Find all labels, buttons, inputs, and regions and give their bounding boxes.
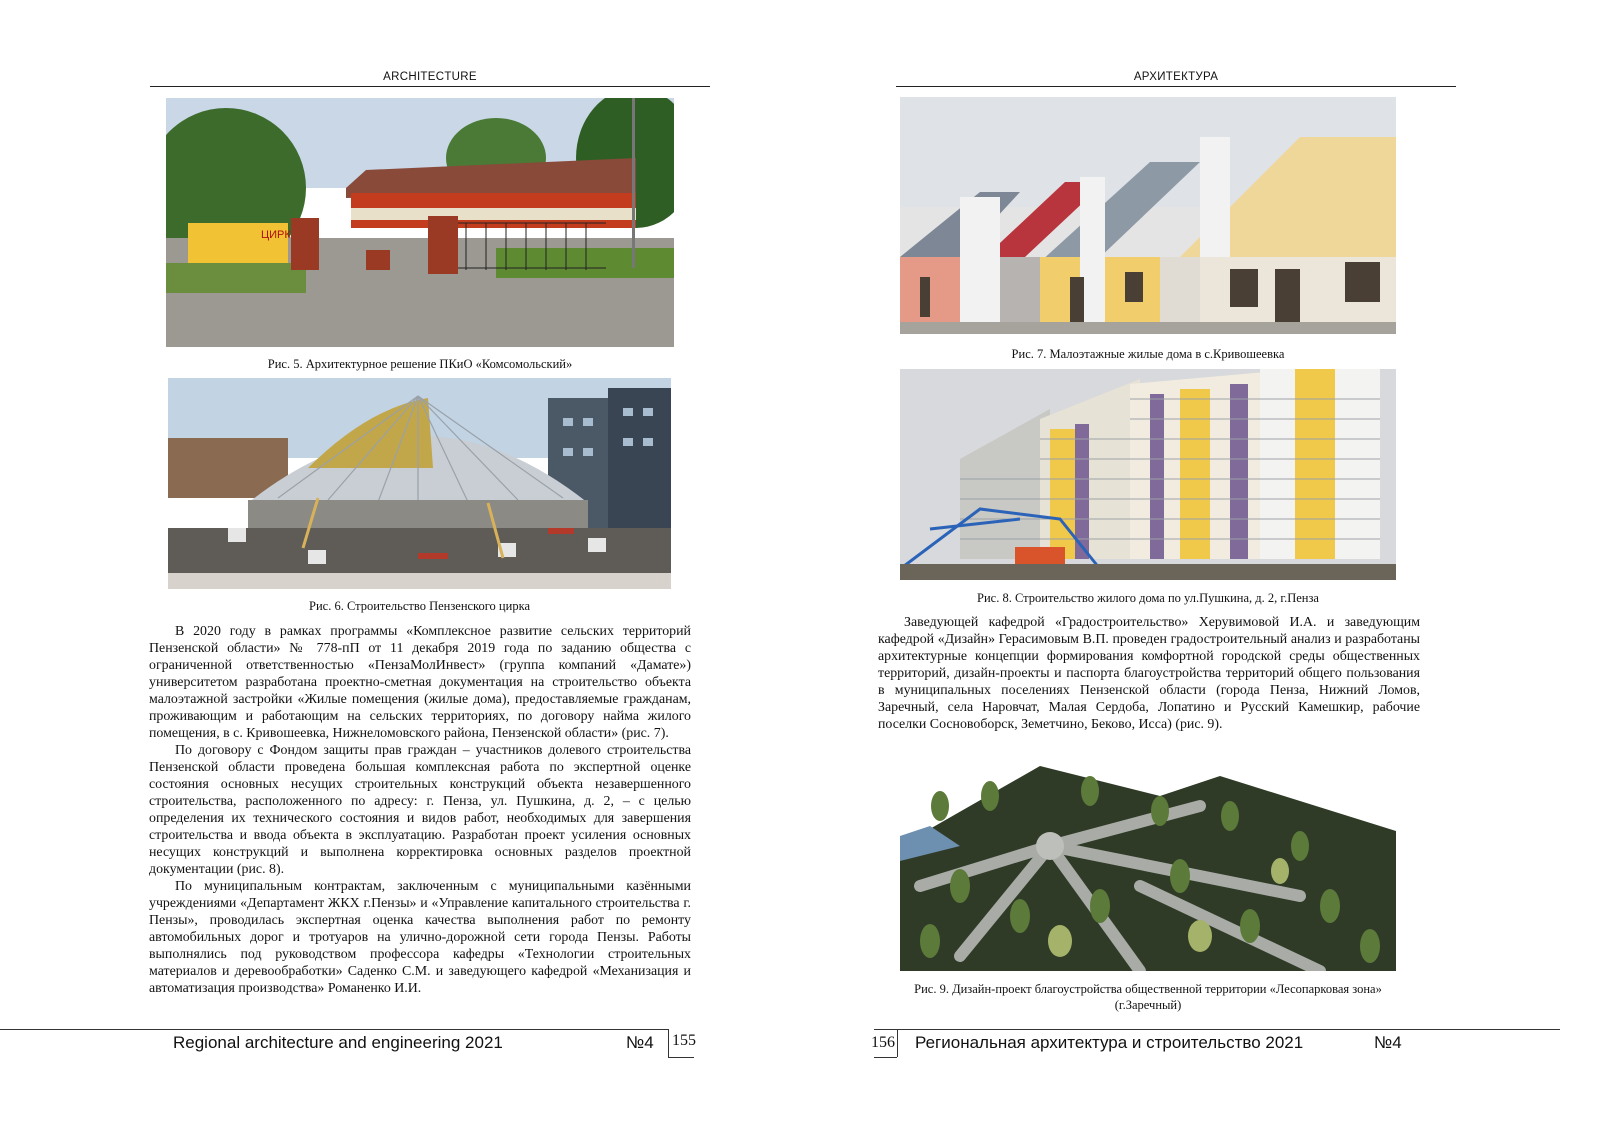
paragraph: По муниципальным контрактам, заключенным с муниципальными казёнными учреждениями «Департамент ЖКХ г.Пензы» и «Управление капитального строительства г. Пензы», проводилась экспертная оценка качества выполнения работ по ремонту автомобильных дорог и тротуаров на улично-дорожной сети города Пензы. Работы выполнялись под руководством профессора кафедры «Технологии строительных материалов и деревообработки» Саденко С.М. и заведующего кафедрой «Механизация и автоматизация производства» Романенко И.И. — [149, 879, 691, 996]
circus-sign-text: ЦИРК — [261, 229, 291, 241]
figure-park-photo — [166, 98, 674, 347]
paragraph: Заведующей кафедрой «Градостроительство» Херувимовой И.А. и заведующим кафедрой «Дизайн» Герасимовым В.П. проведен градостроительный анализ и разработаны архитектурные концепции формирования комфортной городской среды общественных территорий, дизайн-проекты и паспорта благоустройства территорий общего пользования в муниципальных поселениях Пензенской области (города Пенза, Нижний Ломов, Заречный, села Наровчат, Малая Сердоба, Лопатино и Русский Камешкир, рабочие поселки Сосновоборск, Земетчино, Беково, Исса) (рис. 9). — [878, 615, 1420, 732]
figure-highrise-photo — [900, 369, 1396, 580]
figure-park-render — [900, 736, 1396, 971]
figure-8-caption: Рис. 8. Строительство жилого дома по ул.Пушкина, д. 2, г.Пенза — [977, 591, 1319, 605]
footer-issue: №4 — [1374, 1033, 1402, 1052]
left-body-text — [149, 623, 691, 997]
figure-circus-photo — [168, 378, 671, 589]
running-header: АРХИТЕКТУРА — [896, 70, 1456, 87]
running-header: ARCHITECTURE — [150, 70, 710, 87]
footer-rule — [874, 1029, 1560, 1030]
figure-6-caption: Рис. 6. Строительство Пензенского цирка — [309, 599, 530, 613]
footer-rule-bottom — [874, 1057, 897, 1058]
right-body-text — [878, 614, 1420, 733]
right-page — [800, 0, 1600, 1132]
footer-divider — [897, 1029, 898, 1057]
footer-journal-title: Региональная архитектура и строительство 2021 — [915, 1033, 1304, 1052]
footer-journal-title: Regional architecture and engineering 2021 — [173, 1033, 503, 1052]
footer-divider — [668, 1029, 669, 1057]
page-number: 156 — [871, 1034, 895, 1051]
footer-rule — [0, 1029, 668, 1030]
figure-5-caption: Рис. 5. Архитектурное решение ПКиО «Комсомольский» — [267, 357, 573, 371]
paragraph: По договору с Фондом защиты прав граждан – участников долевого строительства Пензенской области проведена большая комплексная работа по экспертной оценке состояния основных несущих строительных конструкций объекта незавершенного строительства, расположенного по адресу: г. Пенза, ул. Пушкина, д. 2, – с целью определения их технического состояния и видов работ, необходимых для завершения строительства и ввода объекта в эксплуатацию. Разработан проект усиления основных несущих конструкций и выполнена корректировка основных разделов проектной документации (рис. 8). — [149, 743, 691, 877]
paragraph: В 2020 году в рамках программы «Комплексное развитие сельских территорий Пензенской области» № 778-пП от 11 декабря 2019 года по заданию общества с ограниченной ответственностью «ПензаМолИнвест» (группа компаний «Дамате») университетом разработана проектно-сметная документация на строительство объекта малоэтажной застройки «Жилые помещения (жилые дома), предоставляемые гражданам, проживающим и работающим на сельских территориях, по договору найма жилого помещения, в с. Кривошеевка, Нижнеломовского района, Пензенской области» (рис. 7). — [149, 624, 691, 741]
figure-houses-photo — [900, 97, 1396, 334]
page-number: 155 — [672, 1032, 696, 1049]
figure-9-caption: Рис. 9. Дизайн-проект благоустройства общественной территории «Лесопарковая зона» (г.Заречный) — [914, 982, 1382, 1012]
figure-7-caption: Рис. 7. Малоэтажные жилые дома в с.Кривошеевка — [1011, 347, 1285, 361]
footer-issue: №4 — [626, 1033, 654, 1052]
footer-rule-bottom — [668, 1057, 694, 1058]
